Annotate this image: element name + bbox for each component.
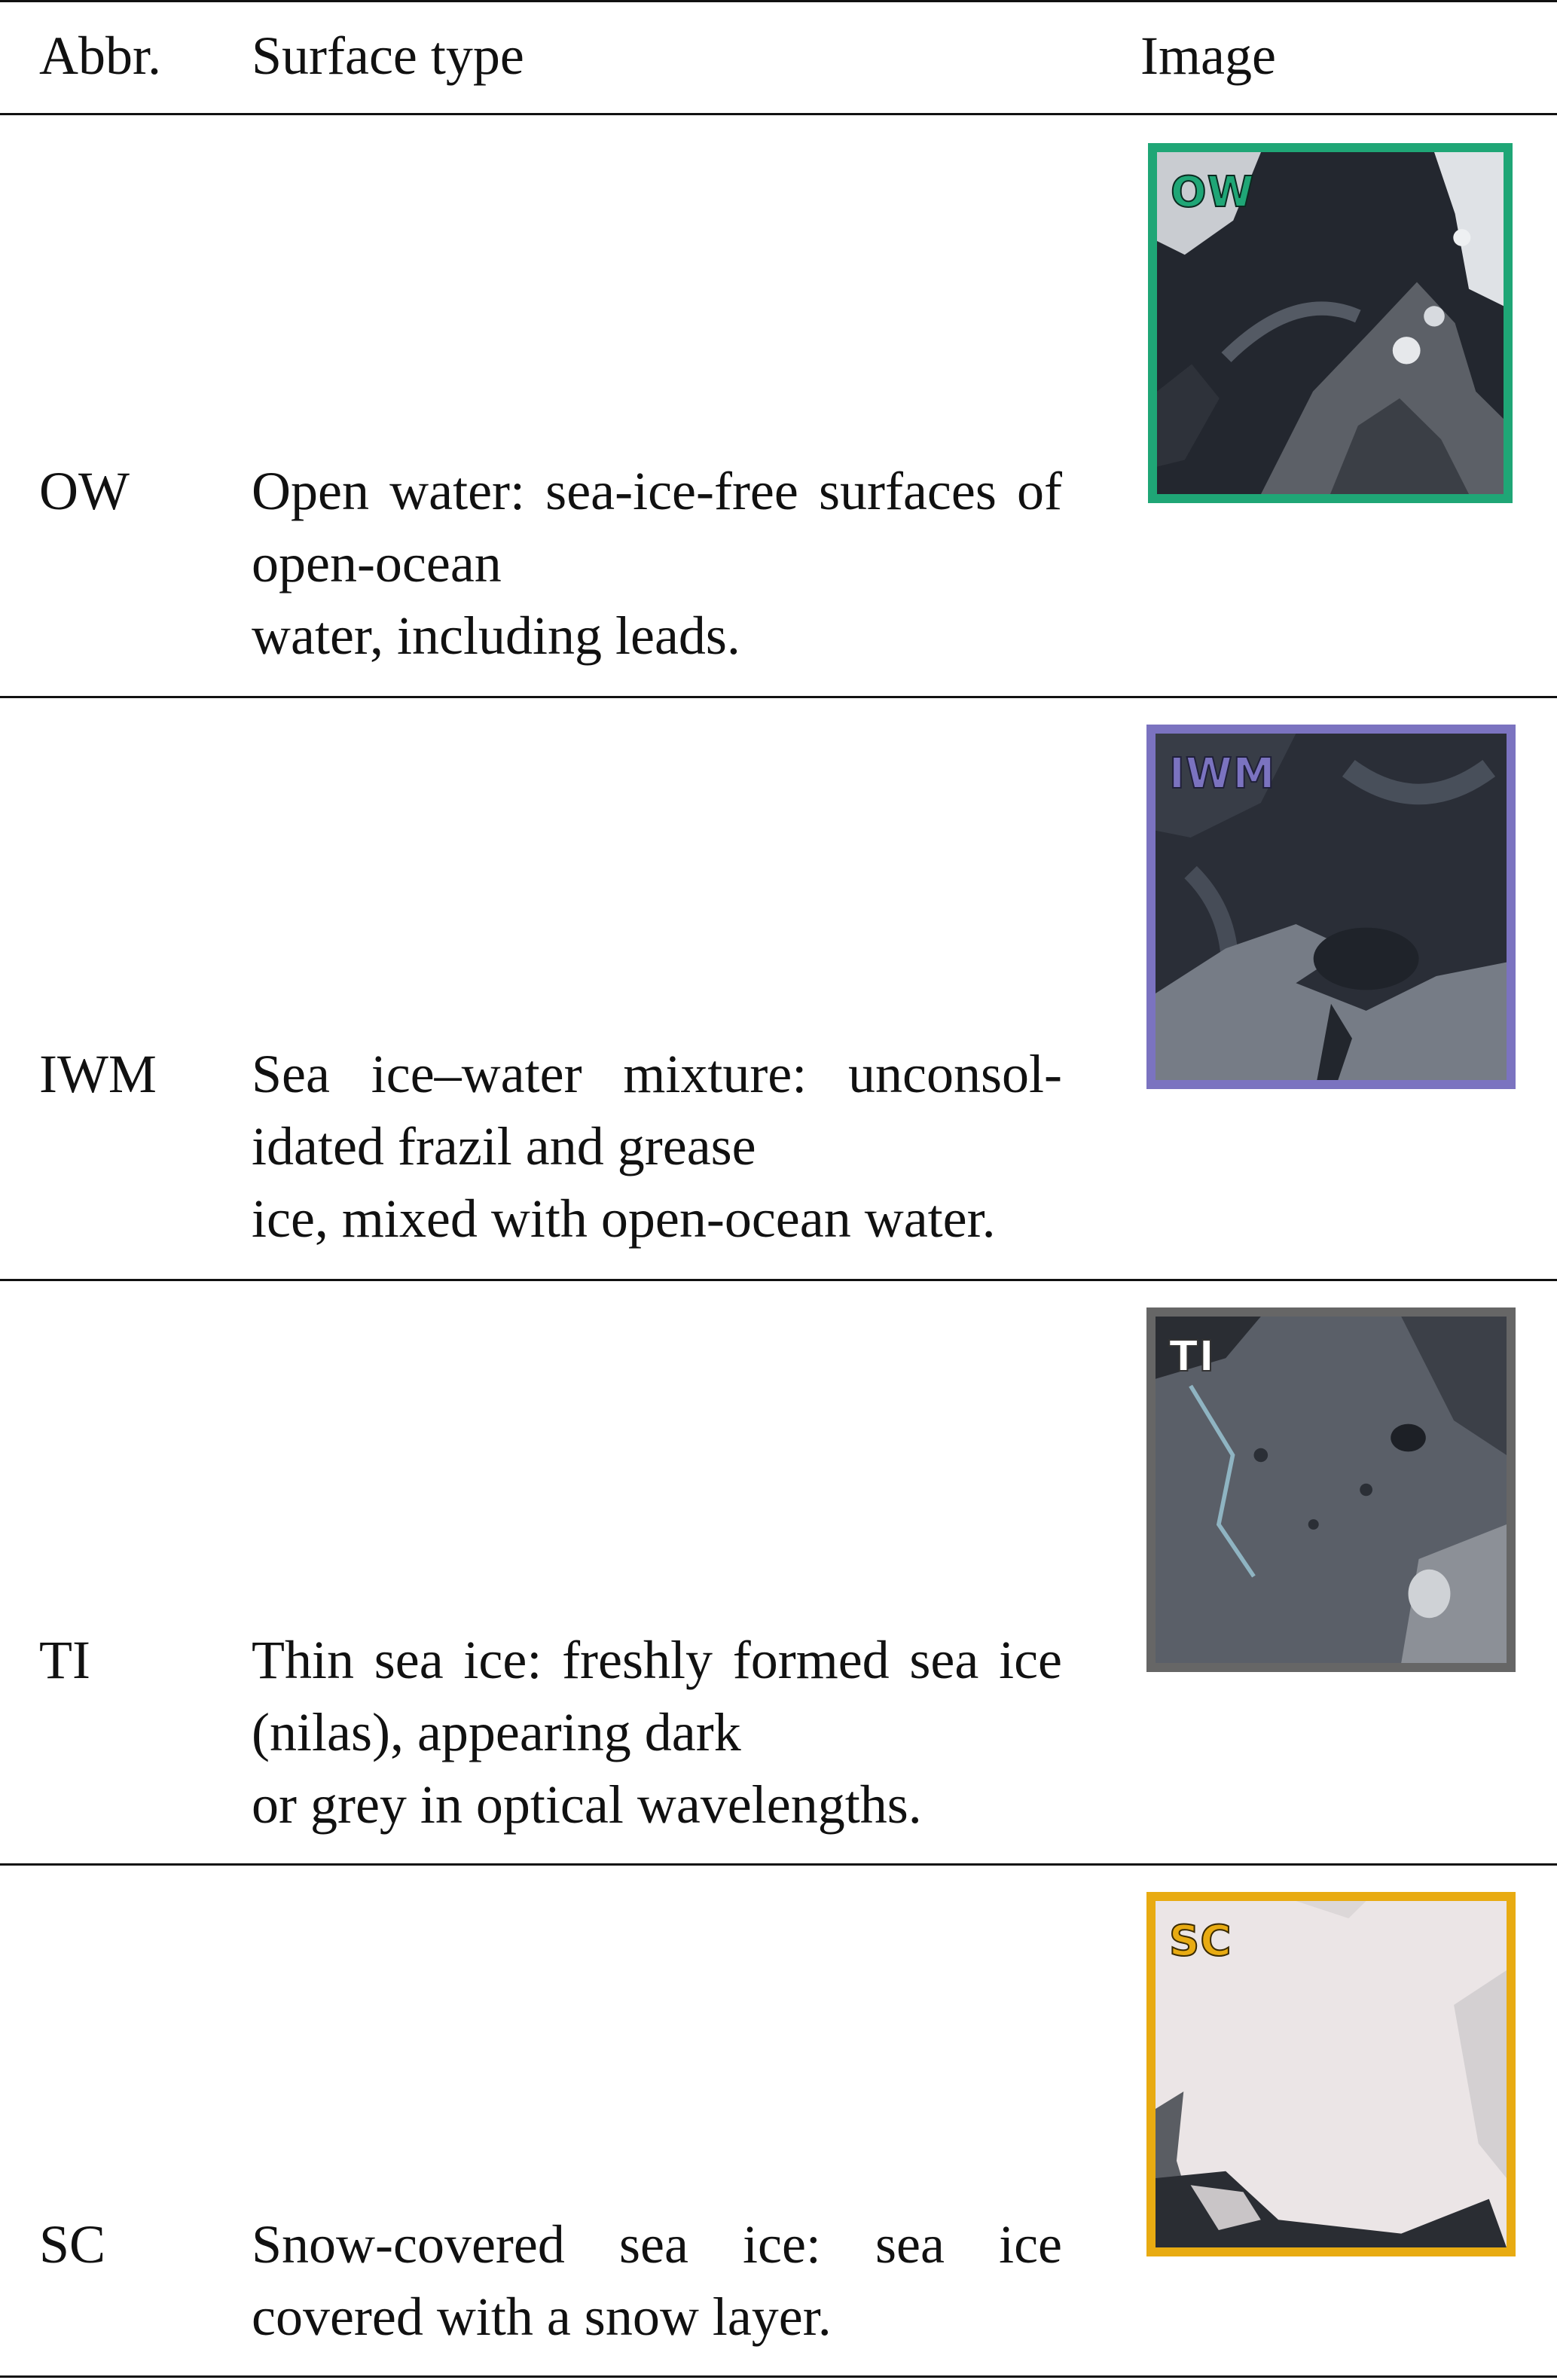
header-rule bbox=[0, 113, 1557, 115]
image-tag: TI bbox=[1169, 1332, 1216, 1381]
row-abbr: TI bbox=[39, 1630, 90, 1690]
top-rule bbox=[0, 0, 1557, 2]
image-tag: OW bbox=[1171, 168, 1255, 217]
row-rule bbox=[0, 696, 1557, 698]
row-description: Snow-covered sea ice: sea ice covered with a snow layer. bbox=[252, 2214, 1062, 2347]
row-description: Open water: sea-ice-free surfaces of open-ocean water, including leads. bbox=[252, 461, 1062, 666]
row-rule bbox=[0, 1279, 1557, 1281]
row-abbr: OW bbox=[39, 461, 130, 521]
header-abbr: Abbr. bbox=[39, 26, 161, 86]
row-abbr: SC bbox=[39, 2214, 106, 2275]
row-abbr: IWM bbox=[39, 1044, 157, 1104]
header-surface-type: Surface type bbox=[252, 26, 524, 86]
surface-thumbnail bbox=[1148, 143, 1513, 503]
row-description: Sea ice–water mixture: unconsol-idated frazil and grease ice, mixed with open-ocean water. bbox=[252, 1044, 1062, 1249]
bottom-rule bbox=[0, 2375, 1557, 2378]
row-rule bbox=[0, 1863, 1557, 1866]
surface-thumbnail bbox=[1146, 725, 1516, 1089]
image-tag: IWM bbox=[1169, 749, 1276, 798]
surface-thumbnail bbox=[1146, 1307, 1516, 1672]
row-description: Thin sea ice: freshly formed sea ice (nilas), appearing dark or grey in optical wavelengths. bbox=[252, 1630, 1062, 1835]
surface-thumbnail bbox=[1146, 1892, 1516, 2256]
image-tag: SC bbox=[1169, 1917, 1232, 1966]
header-image: Image bbox=[1140, 26, 1276, 86]
